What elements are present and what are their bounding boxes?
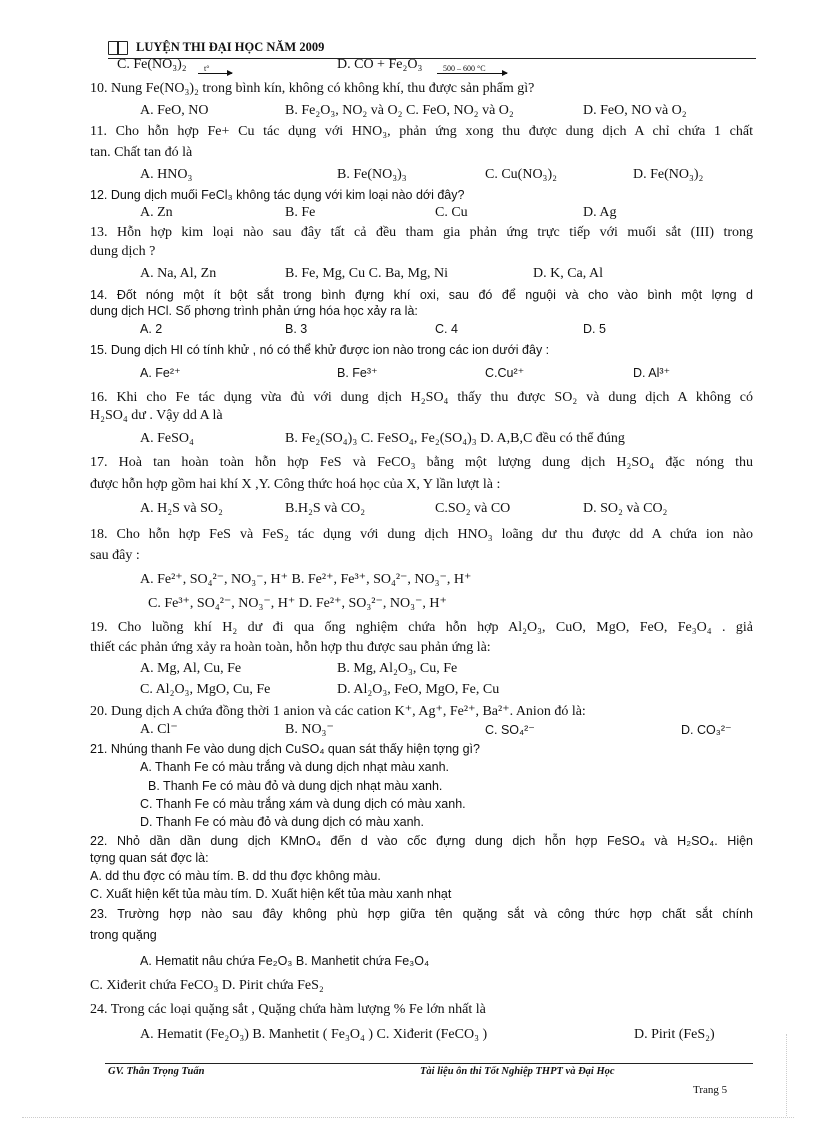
text-line: B.H₂S và CO₂ xyxy=(285,501,366,516)
text-line: 14. Đốt nóng một ít bột sắt trong bình đựng khí oxi, sau đó để nguội và cho vào bình một lợng d xyxy=(90,288,753,302)
text-line: D. K, Ca, Al xyxy=(533,266,603,281)
text-line: A. Fe²⁺, SO₄²⁻, NO₃⁻, H⁺ B. Fe²⁺, Fe³⁺, SO₄²⁻, NO₃⁻, H⁺ xyxy=(140,572,472,587)
text-line: C. SO₄²⁻ xyxy=(485,723,535,737)
text-line: A. FeSO₄ xyxy=(140,431,194,446)
text-line: A. dd thu đợc có màu tím. B. dd thu đợc không màu. xyxy=(90,869,381,883)
text-line: 17. Hoà tan hoàn toàn hỗn hợp FeS và FeCO₃ bằng một lượng dung dịch H₂SO₄ đặc nóng thu xyxy=(90,455,753,470)
text-line: A. Hematit nâu chứa Fe₂O₃ B. Manhetit chứa Fe₃O₄ xyxy=(140,954,430,968)
text-line: B. Fe, Mg, Cu C. Ba, Mg, Ni xyxy=(285,266,448,281)
footer-doc: Tài liệu ôn thi Tốt Nghiệp THPT và Đại Học xyxy=(420,1066,615,1077)
text-line: 23. Trường hợp nào sau đây không phù hợp giữa tên quặng sắt và công thức hợp chất sắt chính xyxy=(90,907,753,921)
text-line: dung dịch HCl. Số phơng trình phản ứng hóa học xảy ra là: xyxy=(90,304,418,318)
text-line: D. SO₂ và CO₂ xyxy=(583,501,668,516)
text-line: A. FeO, NO xyxy=(140,103,209,118)
text-line: C. Fe(NO₃)₂ xyxy=(117,57,187,72)
text-line: 20. Dung dịch A chứa đồng thời 1 anion và các cation K⁺, Ag⁺, Fe²⁺, Ba²⁺. Anion đó là: xyxy=(90,704,586,719)
text-line: C. Cu xyxy=(435,205,468,220)
book-icon xyxy=(108,41,128,55)
text-line: D. Thanh Fe có màu đỏ và dung dịch có màu xanh. xyxy=(140,815,424,829)
text-line: 11. Cho hỗn hợp Fe+ Cu tác dụng với HNO₃, phản ứng xong thu được dung dịch A chỉ chứa 1 chất xyxy=(90,124,753,139)
text-line: 10. Nung Fe(NO₃)₂ trong bình kín, không có không khí, thu được sản phẩm gì? xyxy=(90,81,535,96)
text-line: C. Al₂O₃, MgO, Cu, Fe xyxy=(140,682,271,697)
text-line: dung dịch ? xyxy=(90,244,156,259)
text-line: 15. Dung dịch HI có tính khử , nó có thể khử được ion nào trong các ion dưới đây : xyxy=(90,343,550,357)
text-line: A. Thanh Fe có màu trắng và dung dịch nhạt màu xanh. xyxy=(140,760,449,774)
text-line: A. H₂S và SO₂ xyxy=(140,501,223,516)
footer-rule xyxy=(105,1063,753,1064)
text-line: 16. Khi cho Fe tác dụng vừa đủ với dung dịch H₂SO₄ thấy thu được SO₂ và dung dịch A không có xyxy=(90,390,753,405)
text-line: C. Fe³⁺, SO₄²⁻, NO₃⁻, H⁺ D. Fe²⁺, SO₃²⁻, NO₃⁻, H⁺ xyxy=(148,596,447,611)
text-line: C. 4 xyxy=(435,322,458,336)
text-line: C.SO₂ và CO xyxy=(435,501,511,516)
text-line: D. Al₂O₃, FeO, MgO, Fe, Cu xyxy=(337,682,500,697)
page-border-bottom xyxy=(22,1117,794,1118)
text-line: A. 2 xyxy=(140,322,163,336)
text-line: D. Ag xyxy=(583,205,617,220)
text-line: D. Pirit (FeS₂) xyxy=(634,1027,715,1042)
reaction-arrow-icon xyxy=(198,73,232,74)
text-line: B. 3 xyxy=(285,322,308,336)
page-number: Trang 5 xyxy=(693,1084,728,1096)
text-line: B. Fe₂(SO₄)₃ C. FeSO₄, Fe₂(SO₄)₃ D. A,B,C đều có thể đúng xyxy=(285,431,625,446)
arrow-condition-label: t° xyxy=(204,64,210,73)
text-line: C. Cu(NO₃)₂ xyxy=(485,167,557,182)
text-line: D. CO₃²⁻ xyxy=(681,723,732,737)
text-line: A. Na, Al, Zn xyxy=(140,266,217,281)
text-line: C. Xiđerit chứa FeCO₃ D. Pirit chứa FeS₂ xyxy=(90,978,324,993)
footer-author: GV. Thân Trọng Tuấn xyxy=(108,1066,205,1077)
page-border-right xyxy=(786,1034,787,1116)
text-line: 19. Cho luồng khí H₂ dư đi qua ống nghiệm chứa hỗn hợp Al₂O₃, CuO, MgO, FeO, Fe₃O₄ . giả xyxy=(90,620,753,635)
text-line: A. Cl⁻ xyxy=(140,722,178,737)
text-line: 13. Hỗn hợp kim loại nào sau đây tất cả đều tham gia phản ứng trực tiếp với muối sắt (III) trong xyxy=(90,225,753,240)
text-line: D. CO + Fe₂O₃ xyxy=(337,57,423,72)
text-line: A. Fe²⁺ xyxy=(140,366,181,380)
text-line: tợng quan sát đợc là: xyxy=(90,851,209,865)
text-line: C.Cu²⁺ xyxy=(485,366,525,380)
text-line: B. Mg, Al₂O₃, Cu, Fe xyxy=(337,661,458,676)
text-line: A. Zn xyxy=(140,205,173,220)
text-line: D. 5 xyxy=(583,322,606,336)
text-line: B. Thanh Fe có màu đỏ và dung dịch nhạt màu xanh. xyxy=(148,779,443,793)
text-line: thiết các phản ứng xảy ra hoàn toàn, hỗn hợp thu được sau phản ứng là: xyxy=(90,640,491,655)
text-line: 21. Nhúng thanh Fe vào dung dịch CuSO₄ quan sát thấy hiện tợng gì? xyxy=(90,742,480,756)
text-line: 18. Cho hỗn hợp FeS và FeS₂ tác dụng với dung dịch HNO₃ loãng dư thu được dd A chứa ion nào xyxy=(90,527,753,542)
text-line: B. Fe³⁺ xyxy=(337,366,378,380)
page-header xyxy=(108,40,756,59)
text-line: được hỗn hợp gồm hai khí X ,Y. Công thức hoá học của X, Y lần lượt là : xyxy=(90,477,501,492)
text-line: trong quặng xyxy=(90,928,157,942)
header-title: LUYỆN THI ĐẠI HỌC NĂM 2009 xyxy=(136,40,325,54)
text-line: D. FeO, NO và O₂ xyxy=(583,103,687,118)
text-line: D. Fe(NO₃)₂ xyxy=(633,167,704,182)
text-line: 12. Dung dịch muối FeCl₃ không tác dụng với kim loại nào dới đây? xyxy=(90,188,465,202)
text-line: B. Fe xyxy=(285,205,316,220)
text-line: 22. Nhỏ dần dần dung dịch KMnO₄ đến d vào cốc đựng dung dịch hỗn hợp FeSO₄ và H₂SO₄. Hiện xyxy=(90,834,753,848)
text-line: B. Fe₂O₃, NO₂ và O₂ C. FeO, NO₂ và O₂ xyxy=(285,103,514,118)
text-line: A. Hematit (Fe₂O₃) B. Manhetit ( Fe₃O₄ ) C. Xiđerit (FeCO₃ ) xyxy=(140,1027,488,1042)
text-line: D. Al³⁺ xyxy=(633,366,671,380)
text-line: C. Thanh Fe có màu trắng xám và dung dịch có màu xanh. xyxy=(140,797,466,811)
text-line: tan. Chất tan đó là xyxy=(90,145,193,160)
text-line: A. Mg, Al, Cu, Fe xyxy=(140,661,242,676)
reaction-arrow-icon xyxy=(437,73,507,74)
text-line: B. NO₃⁻ xyxy=(285,722,334,737)
arrow-condition-label: 500 – 600 °C xyxy=(443,64,486,73)
text-line: H₂SO₄ dư . Vậy dd A là xyxy=(90,408,223,423)
text-line: A. HNO₃ xyxy=(140,167,193,182)
text-line: sau đây : xyxy=(90,548,140,563)
text-line: B. Fe(NO₃)₃ xyxy=(337,167,407,182)
text-line: 24. Trong các loại quặng sắt , Quặng chứa hàm lượng % Fe lớn nhất là xyxy=(90,1002,486,1017)
text-line: C. Xuất hiện kết tủa màu tím. D. Xuất hiện kết tủa màu xanh nhạt xyxy=(90,887,452,901)
